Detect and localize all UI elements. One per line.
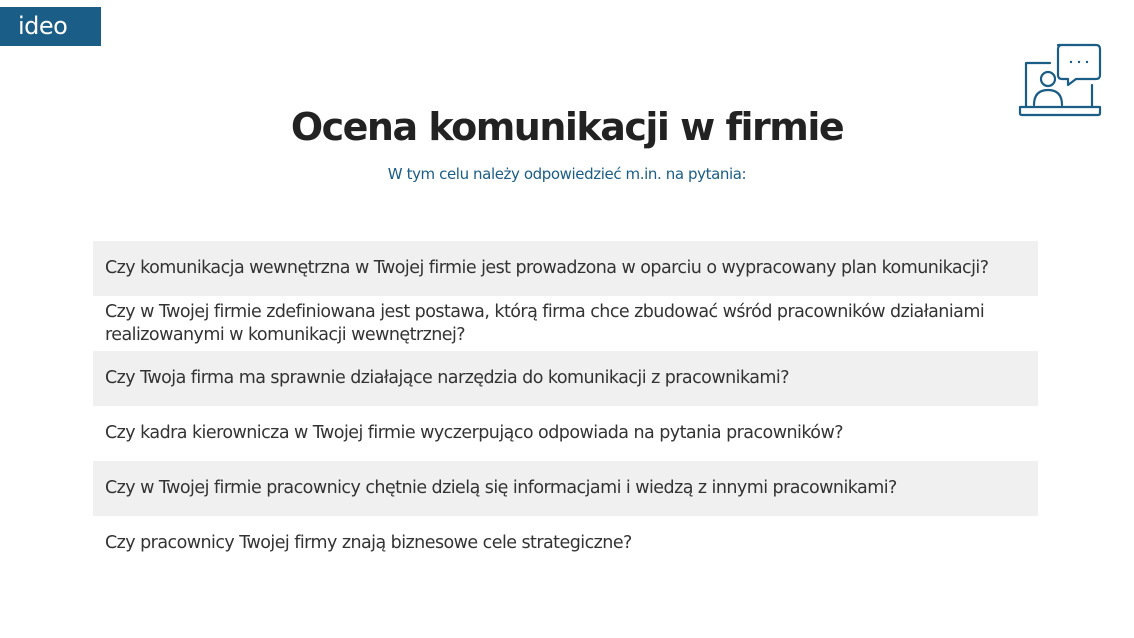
question-item: Czy w Twojej firmie zdefiniowana jest postawa, którą firma chce zbudować wśród pracowników działaniami realizowanymi w komunikacji wewnętrznej?: [105, 301, 985, 345]
question-item: Czy w Twojej firmie pracownicy chętnie dzielą się informacjami i wiedzą z innymi pracownikami?: [93, 461, 1038, 516]
logo-text: ideo: [18, 12, 68, 40]
question-item: Czy komunikacja wewnętrzna w Twojej firmie jest prowadzona w oparciu o wypracowany plan komunikacji?: [93, 241, 1038, 296]
ideo-logo: [0, 7, 101, 46]
question-item: Czy Twoja firma ma sprawnie działające narzędzia do komunikacji z pracownikami?: [93, 351, 1038, 406]
question-item: Czy kadra kierownicza w Twojej firmie wyczerpująco odpowiada na pytania pracowników?: [105, 423, 843, 443]
question-item: Czy pracownicy Twojej firmy znają biznesowe cele strategiczne?: [105, 533, 632, 553]
question-list: [93, 241, 1038, 571]
page-subtitle: W tym celu należy odpowiedzieć m.in. na pytania:: [387, 165, 747, 183]
page-title: Ocena komunikacji w firmie: [290, 105, 844, 149]
